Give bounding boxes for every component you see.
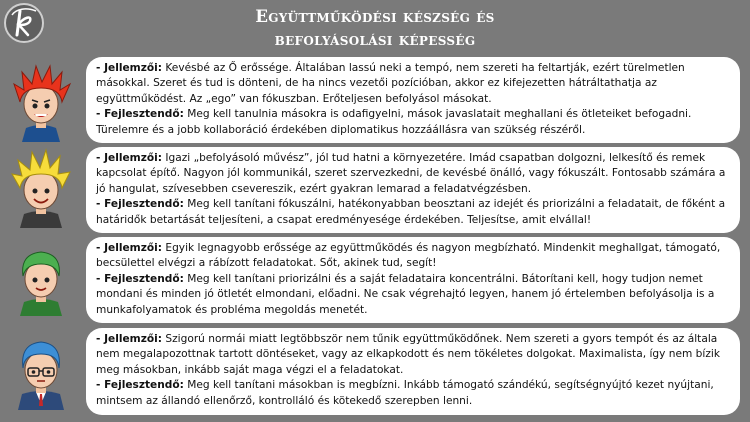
- k-monogram-icon: [6, 5, 42, 41]
- k-monogram-logo: [4, 3, 44, 43]
- blue-hair-glasses-avatar-icon: [6, 330, 76, 414]
- fejlesztendo-label: - Fejlesztendő:: [96, 379, 184, 392]
- fejlesztendo-label: - Fejlesztendő:: [96, 198, 184, 211]
- page-title-line2: befolyásolási képesség: [274, 30, 476, 49]
- fejlesztendo-text: Meg kell tanulnia másokra is odafigyelni, mások javaslatait meghallani és ötleteiket befogadni. Türelemre és a jobb kollaboráció érdekében diplomatikus hozzáállásra van szükség részéről.: [96, 108, 692, 136]
- jellemzoi-label: - Jellemzői:: [96, 62, 163, 74]
- card-blue-type: [86, 328, 740, 415]
- red-spiky-hair-avatar-icon: [6, 62, 76, 146]
- card-yellow-type: [86, 147, 740, 233]
- fejlesztendo-text: Meg kell tanítani másokban is megbízni. Inkább támogató szándékú, segítségnyújtó kezet nyújtani, mintsem az állandó ellenőrző, kontrolláló és kötekedő szerepben lenni.: [96, 379, 714, 407]
- green-hair-avatar-icon: [6, 236, 76, 320]
- jellemzoi-label: - Jellemzői:: [96, 152, 163, 164]
- card-red-type: [86, 57, 740, 143]
- jellemzoi-label: - Jellemzői:: [96, 242, 163, 254]
- jellemzoi-text: Igazi „befolyásoló művész”, jól tud hatni a környezetére. Imád csapatban dolgozni, lelkesítő és remek kapcsolat építő. Nagyon jól kommunikál, szeret szervezkedni, de kevésbé önálló, vagy fókuszált. Fontosabb számára a jó hangulat, szívesebben csevereszik, ezért gyakran lemarad a feladatvégzésben.: [96, 152, 726, 195]
- jellemzoi-text: Szigorú normái miatt legtöbbször nem tűnik együttműködőnek. Nem szereti a gyors tempót és az általa nem megalapozottnak tartott döntéseket, vagy az elkapkodott és nem tökéletes dolgokat. Maximalista, így nem bízik meg másokban, inkább saját maga végzi el a feladatokat.: [96, 333, 720, 376]
- fejlesztendo-text: Meg kell tanítani priorizálni és a saját feladataira koncentrálni. Bátorítani kell, hogy tudjon nemet mondani és minden jó ötletét elmondani, előadni. Ne csak végrehajtó legyen, hanem jó értelemben befolyásolja is a munkafolyamatok és probléma megoldás menetét.: [96, 272, 715, 316]
- page-title-line1: Együttműködési készség és: [255, 7, 495, 26]
- fejlesztendo-text: Meg kell tanítani fókuszálni, hatékonyabban beosztani az idejét és priorizálni a feladatait, de főként a határidők betartását teljesíteni, a csapat eredményesége érdekében. Teljesítse, amit elvállal!: [96, 198, 726, 226]
- card-green-type: [86, 237, 740, 323]
- fejlesztendo-label: - Fejlesztendő:: [96, 108, 184, 121]
- fejlesztendo-label: - Fejlesztendő:: [96, 272, 184, 285]
- jellemzoi-text: Kevésbé az Ő erőssége. Általában lassú neki a tempó, nem szereti ha feltartják, ezért türelmetlen másokkal. Szeret és tud is dönteni, de ha nincs vezetői pozícióban, akkor ez kifejezetten hátráltathatja az együttműködést. Az „ego” van fókuszban. Erőteljesen befolyásol másokat.: [96, 62, 685, 105]
- jellemzoi-label: - Jellemzői:: [96, 333, 163, 345]
- jellemzoi-text: Egyik legnagyobb erőssége az együttműködés és nagyon megbízható. Mindenkit meghallgat, támogató, becsülettel elvégzi a rábízott feladatokat. Sőt, akinek tud, segít!: [96, 242, 721, 270]
- yellow-spiky-hair-avatar-icon: [6, 148, 76, 232]
